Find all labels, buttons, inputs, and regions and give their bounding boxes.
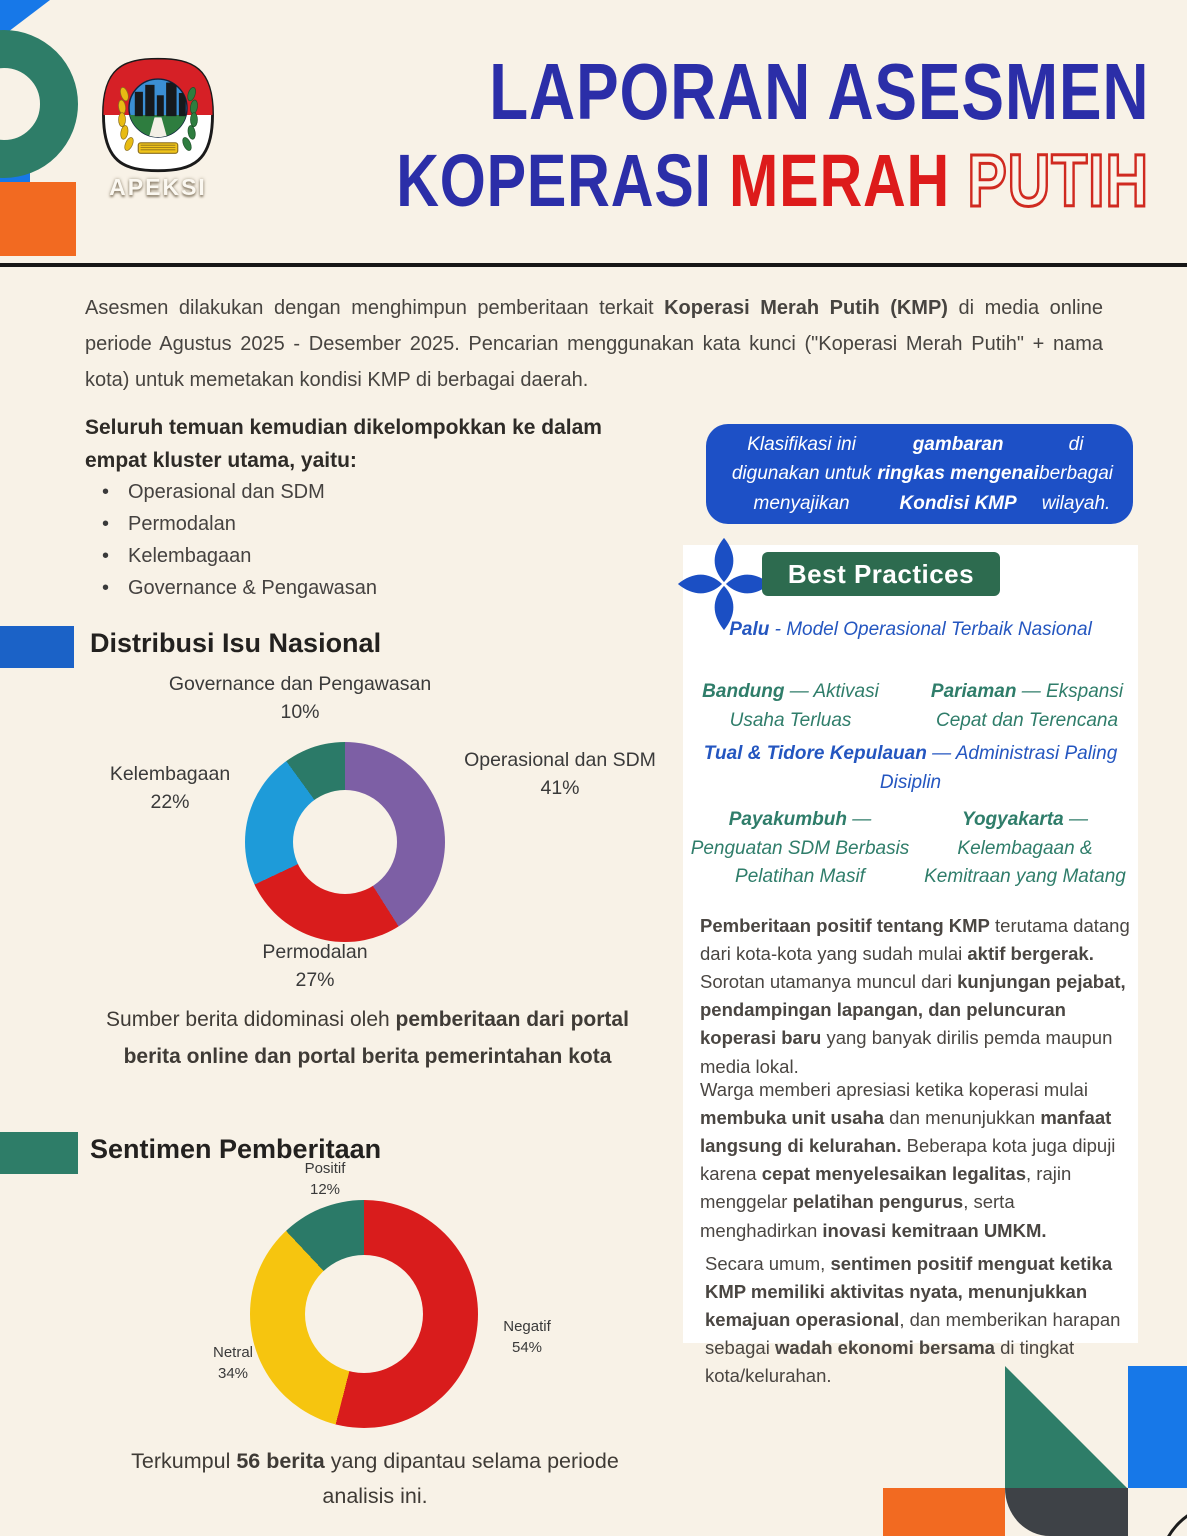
report-title-line1: LAPORAN ASESMEN (488, 47, 1149, 136)
city-name: Pariaman (930, 681, 1017, 702)
intro-paragraph: Asesmen dilakukan dengan menghimpun pemberitaan terkait Koperasi Merah Putih (KMP) di media online periode Agustus 2025 - Desember 2025. Pencarian menggunakan kata kunci ("Koperasi Merah Putih" + nama kota) untuk memetakan kondisi KMP di berbagai daerah. (85, 297, 1103, 391)
header-divider (0, 263, 1187, 267)
cluster-label: Kelembagaan (128, 544, 252, 567)
section-marker-blue (0, 626, 74, 668)
cluster-label: Operasional dan SDM (128, 480, 325, 503)
list-item (102, 572, 622, 604)
cluster-label: Permodalan (128, 512, 236, 535)
donut-chart-sentimen (250, 1200, 478, 1428)
city-name: Payakumbuh (728, 809, 847, 830)
chart-label-operasional: Operasional dan SDM 41% (464, 749, 656, 800)
best-practice-tual-tidore: Tual & Tidore Kepulauan — Administrasi Paling Disiplin (703, 743, 1118, 793)
city-desc: Administrasi Paling Disiplin (879, 743, 1118, 793)
best-practice-palu: Palu - Model Operasional Terbaik Nasional (729, 619, 1092, 640)
best-practice-yogyakarta: Yogyakarta — Kelembagaan & Kemitraan yang Matang (924, 809, 1126, 887)
city-name: Yogyakarta (961, 809, 1064, 830)
footer-note: Terkumpul 56 berita yang dipantau selama periode analisis ini. (131, 1449, 619, 1509)
apeksi-logo (100, 56, 216, 174)
source-note: Sumber berita didominasi oleh pemberitaan dari portal berita online dan portal berita pemerintahan kota (106, 1008, 629, 1068)
city-name: Bandung (702, 681, 785, 702)
section-marker-teal (0, 1132, 78, 1174)
section-title-sentimen: Sentimen Pemberitaan (90, 1134, 382, 1164)
decorative-dark-shape-bottom-right (1005, 1488, 1128, 1536)
donut-chart-distribusi-isu (245, 742, 445, 942)
report-title-line2: KOPERASI MERAH PUTIH (396, 139, 1149, 222)
bullet-icon: • (102, 480, 110, 503)
chart-label-permodalan: Permodalan 27% (262, 941, 368, 992)
classification-info-box: Klasifikasi ini digunakan untuk menyajikan gambaran ringkas mengenai Kondisi KMP di berbagai wilayah. (706, 424, 1133, 524)
list-item (102, 508, 622, 540)
city-name: Palu (729, 619, 770, 640)
list-item (102, 476, 622, 508)
best-practice-bandung: Bandung — Aktivasi Usaha Terluas (702, 681, 879, 731)
decorative-blue-square-bottom-right (1128, 1366, 1187, 1488)
decorative-circle-outline-bottom-right (1158, 1502, 1187, 1536)
city-desc: Kelembagaan & Kemitraan yang Matang (924, 837, 1126, 887)
best-practices-badge: Best Practices (762, 552, 1000, 596)
city-desc: Model Operasional Terbaik Nasional (786, 619, 1092, 640)
bullet-icon: • (102, 512, 110, 535)
bullet-icon: • (102, 544, 110, 567)
decorative-orange-square-top-left (0, 182, 76, 256)
cluster-label: Governance & Pengawasan (128, 576, 378, 599)
apeksi-logo-label: APEKSI (109, 174, 207, 200)
city-desc: Penguatan SDM Berbasis Pelatihan Masif (690, 837, 910, 887)
city-name: Tual & Tidore Kepulauan (703, 743, 927, 764)
chart-label-kelembagaan: Kelembagaan 22% (109, 763, 231, 814)
analysis-paragraph-3: Secara umum, sentimen positif menguat ketika KMP memiliki aktivitas nyata, menunjukkan kemajuan operasional, dan memberikan harapan sebagai wadah ekonomi bersama di tingkat kota/kelurahan. (705, 1253, 1121, 1387)
decorative-orange-square-bottom-right (883, 1488, 1005, 1536)
chart-label-governance: Governance dan Pengawasan 10% (168, 673, 432, 724)
clusters-list (102, 476, 622, 604)
analysis-paragraph-2: Warga memberi apresiasi ketika koperasi mulai membuka unit usaha dan menunjukkan manfaat langsung di kelurahan. Beberapa kota juga dipuji karena cepat menyelesaikan legalitas, rajin menggelar pelatihan pengurus, serta menghadirkan inovasi kemitraan UMKM. (700, 1079, 1116, 1241)
decorative-teal-ring (0, 30, 78, 178)
section-title-distribusi: Distribusi Isu Nasional (90, 628, 382, 658)
city-desc: Aktivasi Usaha Terluas (729, 681, 879, 731)
best-practice-payakumbuh: Payakumbuh — Penguatan SDM Berbasis Pelatihan Masif (690, 809, 910, 887)
list-item (102, 540, 622, 572)
best-practice-pariaman: Pariaman — Ekspansi Cepat dan Terencana (930, 681, 1124, 731)
bullet-icon: • (102, 576, 110, 599)
clusters-heading: Seluruh temuan kemudian dikelompokkan ke dalam empat kluster utama, yaitu: (85, 416, 602, 472)
chart-label-positif: Positif 12% (304, 1160, 346, 1198)
analysis-paragraph-1: Pemberitaan positif tentang KMP terutama datang dari kota-kota yang sudah mulai aktif bergerak. Sorotan utamanya muncul dari kunjungan pejabat, pendampingan lapangan, dan peluncuran koperasi baru yang banyak dirilis pemda maupun media lokal. (700, 915, 1130, 1077)
chart-label-negatif: Negatif 54% (503, 1318, 551, 1356)
city-desc: Ekspansi Cepat dan Terencana (935, 681, 1124, 731)
chart-label-netral: Netral 34% (212, 1344, 253, 1382)
